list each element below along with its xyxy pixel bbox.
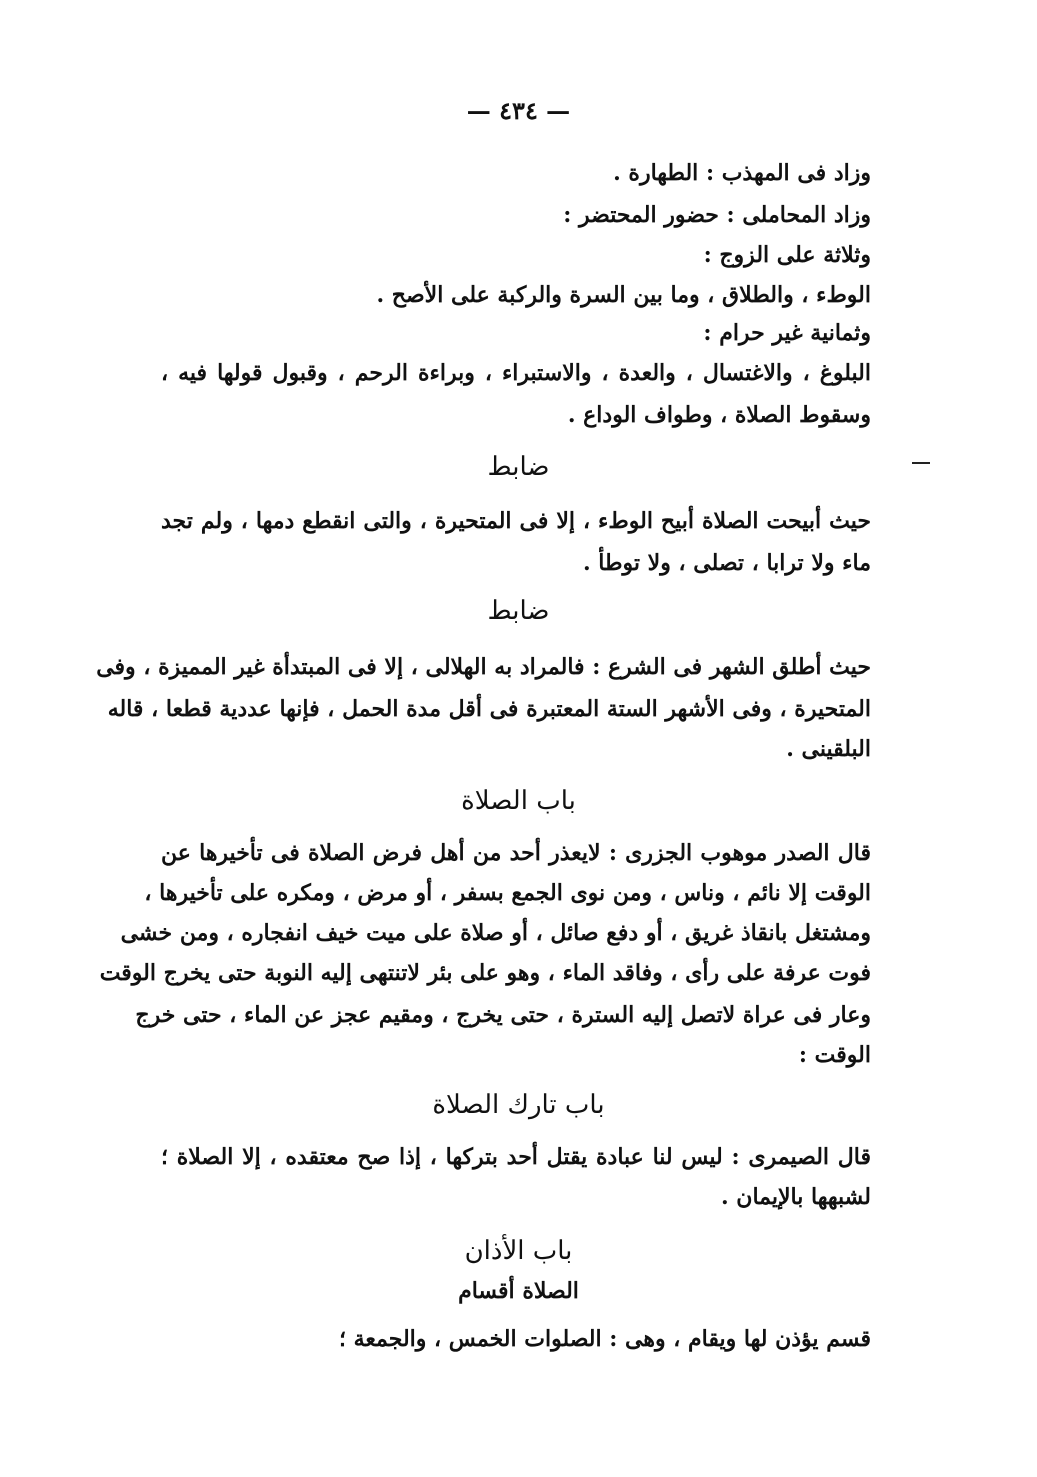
text-line: قال الصدر موهوب الجزرى : لايعذر أحد من أهل فرض الصلاة فى تأخيرها عن bbox=[161, 840, 871, 866]
text-line: ومشتغل بانقاذ غريق ، أو دفع صائل ، أو صلاة على ميت خيف انفجاره ، ومن خشى bbox=[120, 920, 871, 946]
text-line: المتحيرة ، وفى الأشهر الستة المعتبرة فى أقل مدة الحمل ، فإنها عددية قطعا ، قاله bbox=[107, 696, 871, 722]
margin-mark bbox=[912, 462, 930, 464]
section-heading: ضابط bbox=[487, 596, 550, 626]
text-line: وسقوط الصلاة ، وطواف الوداع . bbox=[567, 402, 871, 428]
section-heading: ضابط bbox=[487, 452, 550, 482]
text-line: لشبهها بالإيمان . bbox=[720, 1184, 871, 1210]
section-heading: باب الأذان bbox=[464, 1236, 573, 1266]
text-line: قال الصيمرى : ليس لنا عبادة يقتل أحد بتركها ، إذا صح معتقده ، إلا الصلاة ؛ bbox=[161, 1144, 871, 1170]
text-line: وثلاثة على الزوج : bbox=[703, 242, 871, 268]
text-line: وعار فى عراة لاتصل إليه السترة ، حتى يخرج ، ومقيم عجز عن الماء ، حتى خرج bbox=[135, 1002, 871, 1028]
section-heading: باب تارك الصلاة bbox=[432, 1090, 605, 1120]
text-line: قسم يؤذن لها ويقام ، وهى : الصلوات الخمس ، والجمعة ؛ bbox=[338, 1326, 871, 1352]
text-line: الوقت : bbox=[798, 1042, 871, 1068]
text-line: وزاد المحاملى : حضور المحتضر : bbox=[563, 202, 871, 228]
text-line: وزاد فى المهذب : الطهارة . bbox=[613, 160, 871, 186]
text-line: حيث أطلق الشهر فى الشرع : فالمراد به الهلالى ، إلا فى المبتدأة غير المميزة ، وفى bbox=[96, 654, 871, 680]
page-number: — ٤٣٤ — bbox=[466, 96, 571, 125]
text-line: فوت عرفة على رأى ، وفاقد الماء ، وهو على بئر لاتنتهى إليه النوبة حتى يخرج الوقت bbox=[99, 960, 871, 986]
text-line: وثمانية غير حرام : bbox=[703, 320, 871, 346]
text-line: حيث أبيحت الصلاة أبيح الوطء ، إلا فى المتحيرة ، والتى انقطع دمها ، ولم تجد bbox=[161, 508, 871, 534]
text-line: ماء ولا ترابا ، تصلى ، ولا توطأ . bbox=[582, 550, 871, 576]
text-line: الوقت إلا نائم ، وناس ، ومن نوى الجمع بسفر ، أو مرض ، ومكره على تأخيرها ، bbox=[144, 880, 871, 906]
text-line: البلوغ ، والاغتسال ، والعدة ، والاستبراء ، وبراءة الرحم ، وقبول قولها فيه ، bbox=[161, 360, 871, 386]
text-line: الوطء ، والطلاق ، وما بين السرة والركبة على الأصح . bbox=[376, 282, 871, 308]
text-line: البلقينى . bbox=[786, 736, 871, 762]
section-subheading: الصلاة أقسام bbox=[458, 1278, 579, 1304]
section-heading: باب الصلاة bbox=[461, 786, 576, 816]
